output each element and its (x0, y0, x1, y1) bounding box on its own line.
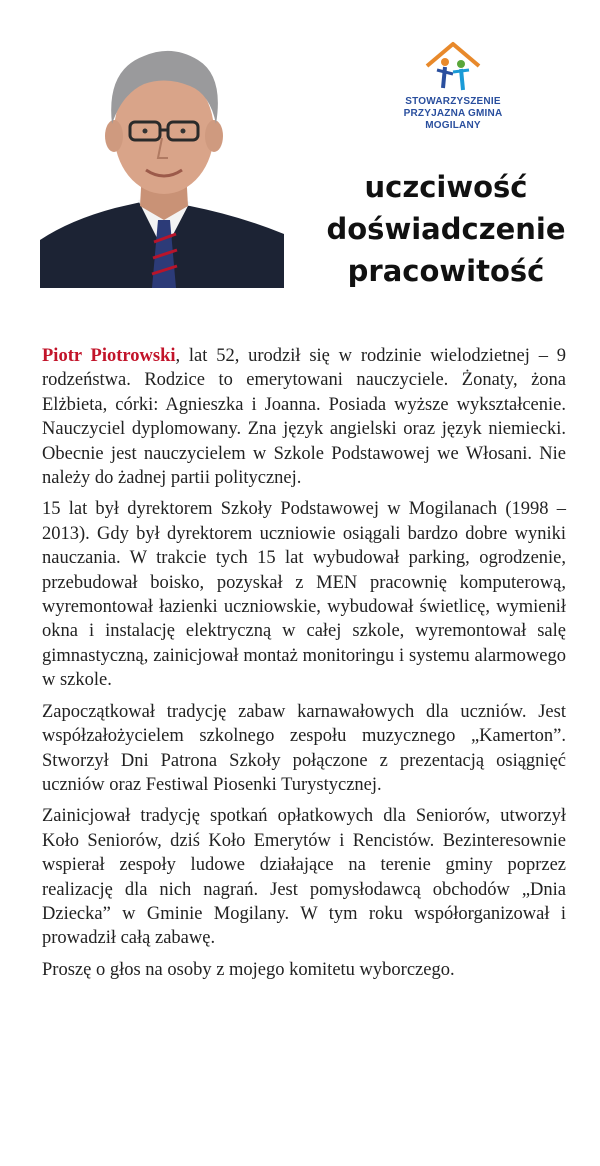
value-honesty: uczciwość (364, 170, 528, 204)
bio-paragraph (42, 344, 566, 490)
portrait-illustration (40, 20, 284, 288)
bio-paragraph: 15 lat był dyrektorem Szkoły Podstawowej w Mogilanach (1998 – 2013). Gdy był dyrektorem uczniowie osiągali bardzo dobre wyniki nauczania. W trakcie tych 15 lat wybudował parking, ogrodzenie, przebudował boisko, pozyskał z MEN pracownię komputerową, wyremontował łazienki uczniowskie, wybudował świetlicę, wymienił okna i instalację elektryczną w całej szkole, wyremontował salę gimnastyczną, zainicjował montaż monitoringu i systemu alarmowego w szkole. (42, 499, 566, 691)
candidate-portrait (40, 20, 284, 288)
association-logo (388, 40, 518, 150)
core-values (314, 166, 578, 292)
org-line-3: MOGILANY (425, 120, 481, 131)
association-name (388, 96, 518, 132)
org-line-1: STOWARZYSZENIE (405, 96, 501, 107)
bio-paragraph-1-text: , lat 52, urodził się w rodzinie wielodzietnej – 9 rodzeństwa. Rodzice to emerytowani nauczyciele. Żonaty, żona Elżbieta, córki: Agnieszka i Joanna. Posiada wyższe wykształcenie. Nauczyciel dyplomowany. Zna język angielski oraz język niemiecki. Obecnie jest nauczycielem w Szkole Podstawowej we Włosani. Nie należy do żadnej partii politycznej. (42, 346, 566, 489)
candidate-name: Piotr Piotrowski (42, 346, 176, 366)
candidate-bio (42, 344, 566, 989)
org-line-2: PRZYJAZNA GMINA (403, 108, 503, 119)
house-figures-icon (423, 40, 483, 94)
value-diligence: pracowitość (347, 254, 545, 288)
bio-paragraph: Zapoczątkował tradycję zabaw karnawałowych dla uczniów. Jest współzałożycielem szkolnego zespołu muzycznego „Kamerton”. Stworzył Dni Patrona Szkoły połączone z prezentacją osiągnięć uczniów oraz Festiwal Piosenki Turystycznej. (42, 701, 566, 795)
bio-paragraph: Zainicjował tradycję spotkań opłatkowych dla Seniorów, utworzył Koło Seniorów, dziś Koło Emerytów i Rencistów. Bezinteresownie wspierał zespoły ludowe działające na terenie gminy poprzez realizację dla nich nagrań. Jest pomysłodawcą obchodów „Dnia Dziecka” w Gminie Mogilany. W tym roku współorganizował i prowadził całą zabawę. (42, 806, 566, 949)
closing-appeal: Proszę o głos na osoby z mojego komitetu wyborczego. (42, 959, 455, 980)
value-experience: doświadczenie (326, 212, 566, 246)
